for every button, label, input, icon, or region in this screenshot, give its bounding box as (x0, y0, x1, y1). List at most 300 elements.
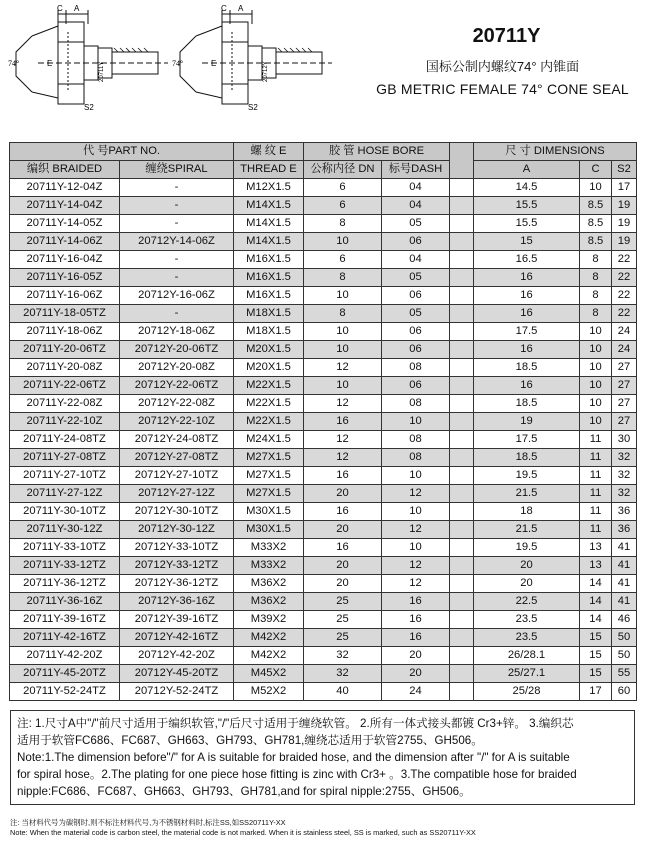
footnote-en: Note: When the material code is carbon steel, the material code is not marked. When it is stainless steel, SS is marked, such as SS20711Y-XX (10, 828, 476, 837)
cell-braided: 20711Y-45-20TZ (10, 665, 120, 683)
cell-spiral: 20712Y-20-06TZ (120, 341, 234, 359)
table-row (10, 215, 637, 233)
cell-a: 16.5 (474, 251, 580, 269)
dim-c-label: C (57, 4, 63, 13)
cell-spacer (450, 629, 474, 647)
cell-s2: 24 (612, 341, 637, 359)
cell-braided: 20711Y-27-12Z (10, 485, 120, 503)
table-row (10, 323, 637, 341)
cell-c: 8.5 (580, 233, 612, 251)
cell-spiral: - (120, 305, 234, 323)
cell-thread: M22X1.5 (234, 377, 304, 395)
cell-dash: 08 (382, 449, 450, 467)
header-dash: 标号DASH (382, 161, 450, 179)
cell-thread: M42X2 (234, 647, 304, 665)
cell-spacer (450, 611, 474, 629)
cell-c: 8 (580, 251, 612, 269)
cell-spiral: - (120, 179, 234, 197)
cell-spiral: 20712Y-52-24TZ (120, 683, 234, 701)
cell-dash: 24 (382, 683, 450, 701)
table-row (10, 359, 637, 377)
cell-dash: 12 (382, 485, 450, 503)
cell-thread: M20X1.5 (234, 341, 304, 359)
cell-dn: 6 (304, 197, 382, 215)
header-c: C (580, 161, 612, 179)
cell-spacer (450, 287, 474, 305)
angle-label: 74° (8, 59, 20, 68)
cell-braided: 20711Y-20-08Z (10, 359, 120, 377)
header-part-no: 代 号PART NO. (10, 143, 234, 161)
cell-spacer (450, 431, 474, 449)
cell-thread: M30X1.5 (234, 521, 304, 539)
cell-dn: 6 (304, 251, 382, 269)
cell-a: 15.5 (474, 197, 580, 215)
dim-a-label: A (238, 4, 244, 13)
cell-spacer (450, 449, 474, 467)
table-row (10, 539, 637, 557)
cell-thread: M14X1.5 (234, 215, 304, 233)
cell-spiral: 20712Y-22-10Z (120, 413, 234, 431)
cell-s2: 50 (612, 629, 637, 647)
cell-dash: 04 (382, 197, 450, 215)
nut-label: S2 (248, 103, 258, 112)
cell-a: 17.5 (474, 431, 580, 449)
cell-spiral: 20712Y-33-10TZ (120, 539, 234, 557)
cell-braided: 20711Y-39-16TZ (10, 611, 120, 629)
cell-s2: 46 (612, 611, 637, 629)
cell-c: 13 (580, 557, 612, 575)
cell-dn: 25 (304, 611, 382, 629)
cell-thread: M30X1.5 (234, 503, 304, 521)
cell-braided: 20711Y-36-16Z (10, 593, 120, 611)
table-row (10, 503, 637, 521)
cell-spacer (450, 233, 474, 251)
cell-dash: 06 (382, 233, 450, 251)
cell-a: 25/28 (474, 683, 580, 701)
table-row (10, 305, 637, 323)
cell-thread: M36X2 (234, 593, 304, 611)
cell-a: 21.5 (474, 521, 580, 539)
cell-dash: 05 (382, 215, 450, 233)
cell-a: 18.5 (474, 449, 580, 467)
cell-thread: M24X1.5 (234, 431, 304, 449)
cell-thread: M18X1.5 (234, 323, 304, 341)
product-name-en: GB METRIC FEMALE 74° CONE SEAL (376, 81, 629, 97)
cell-spacer (450, 359, 474, 377)
cell-s2: 19 (612, 233, 637, 251)
cell-dash: 06 (382, 377, 450, 395)
dim-a-label: A (74, 4, 80, 13)
cell-spiral: - (120, 251, 234, 269)
cell-c: 11 (580, 503, 612, 521)
table-row (10, 467, 637, 485)
cell-dash: 05 (382, 305, 450, 323)
cell-c: 11 (580, 521, 612, 539)
cell-braided: 20711Y-14-04Z (10, 197, 120, 215)
cell-s2: 24 (612, 323, 637, 341)
cell-thread: M27X1.5 (234, 467, 304, 485)
cell-spiral: 20712Y-24-08TZ (120, 431, 234, 449)
dim-e-label: E (211, 59, 217, 68)
title-block (360, 25, 645, 97)
table-row (10, 395, 637, 413)
footnote-cn: 注: 当材料代号为碳钢时,则不标注材料代号,为不锈钢材料时,标注SS,如SS20711Y-XX (10, 818, 286, 827)
cell-c: 8 (580, 287, 612, 305)
cell-c: 10 (580, 395, 612, 413)
header-braided: 编织 BRAIDED (10, 161, 120, 179)
cell-spacer (450, 467, 474, 485)
cell-dash: 12 (382, 575, 450, 593)
cell-spacer (450, 377, 474, 395)
cell-spacer (450, 305, 474, 323)
cell-s2: 41 (612, 575, 637, 593)
cell-spacer (450, 575, 474, 593)
cell-braided: 20711Y-42-20Z (10, 647, 120, 665)
cell-braided: 20711Y-18-06Z (10, 323, 120, 341)
cell-spiral: 20712Y-30-10TZ (120, 503, 234, 521)
cell-a: 19 (474, 413, 580, 431)
cell-thread: M16X1.5 (234, 251, 304, 269)
cell-braided: 20711Y-14-05Z (10, 215, 120, 233)
cell-thread: M36X2 (234, 575, 304, 593)
cell-c: 13 (580, 539, 612, 557)
cell-dn: 12 (304, 449, 382, 467)
cell-s2: 60 (612, 683, 637, 701)
header-dimensions: 尺 寸 DIMENSIONS (474, 143, 637, 161)
cell-a: 23.5 (474, 611, 580, 629)
cell-thread: M18X1.5 (234, 305, 304, 323)
cell-spiral: 20712Y-27-12Z (120, 485, 234, 503)
cell-a: 20 (474, 557, 580, 575)
cell-c: 8 (580, 305, 612, 323)
cell-spacer (450, 647, 474, 665)
cell-dn: 6 (304, 179, 382, 197)
cell-dn: 20 (304, 485, 382, 503)
cell-thread: M22X1.5 (234, 413, 304, 431)
cell-s2: 32 (612, 485, 637, 503)
cell-braided: 20711Y-30-10TZ (10, 503, 120, 521)
cell-spacer (450, 557, 474, 575)
cell-s2: 41 (612, 557, 637, 575)
cell-s2: 17 (612, 179, 637, 197)
header-hose-bore: 胶 管 HOSE BORE (304, 143, 450, 161)
cell-dn: 25 (304, 593, 382, 611)
cell-thread: M27X1.5 (234, 485, 304, 503)
cell-spacer (450, 251, 474, 269)
cell-c: 11 (580, 449, 612, 467)
cell-spiral: 20712Y-36-16Z (120, 593, 234, 611)
cell-spacer (450, 593, 474, 611)
cell-c: 11 (580, 467, 612, 485)
cell-spiral: 20712Y-42-16TZ (120, 629, 234, 647)
cell-spacer (450, 485, 474, 503)
cell-dn: 12 (304, 431, 382, 449)
cell-c: 14 (580, 575, 612, 593)
cell-spacer (450, 395, 474, 413)
cell-c: 11 (580, 485, 612, 503)
cell-s2: 41 (612, 593, 637, 611)
cell-a: 21.5 (474, 485, 580, 503)
cell-dn: 16 (304, 503, 382, 521)
cell-spacer (450, 215, 474, 233)
cell-s2: 22 (612, 305, 637, 323)
table-row (10, 341, 637, 359)
cell-thread: M27X1.5 (234, 449, 304, 467)
cell-spiral: 20712Y-33-12TZ (120, 557, 234, 575)
cell-dash: 20 (382, 647, 450, 665)
cell-spiral: 20712Y-39-16TZ (120, 611, 234, 629)
cell-thread: M33X2 (234, 557, 304, 575)
cell-dash: 04 (382, 179, 450, 197)
header (0, 0, 650, 135)
cell-c: 14 (580, 593, 612, 611)
cell-s2: 22 (612, 269, 637, 287)
cell-s2: 50 (612, 647, 637, 665)
cell-spiral: 20712Y-22-08Z (120, 395, 234, 413)
table-row (10, 485, 637, 503)
cell-spacer (450, 269, 474, 287)
footnote (10, 818, 640, 838)
cell-dn: 12 (304, 359, 382, 377)
cell-spacer (450, 341, 474, 359)
cell-spiral: 20712Y-27-08TZ (120, 449, 234, 467)
cell-a: 20 (474, 575, 580, 593)
note-en-line: nipple:FC686、FC687、GH663、GH793、GH781,and for spiral nipple:2755、GH506。 (17, 785, 471, 798)
cell-s2: 19 (612, 215, 637, 233)
cell-braided: 20711Y-27-08TZ (10, 449, 120, 467)
cell-a: 19.5 (474, 539, 580, 557)
header-thread-e: THREAD E (234, 161, 304, 179)
cell-braided: 20711Y-30-12Z (10, 521, 120, 539)
cell-thread: M42X2 (234, 629, 304, 647)
cell-spacer (450, 539, 474, 557)
cell-c: 10 (580, 179, 612, 197)
cell-dash: 10 (382, 413, 450, 431)
table-row (10, 557, 637, 575)
note-cn-line: 适用于软管FC686、FC687、GH663、GH793、GH781,缠绕芯适用于软管2755、GH506。 (17, 734, 483, 747)
table-row (10, 665, 637, 683)
cell-c: 15 (580, 647, 612, 665)
table-row (10, 629, 637, 647)
cell-dash: 04 (382, 251, 450, 269)
cell-braided: 20711Y-33-10TZ (10, 539, 120, 557)
table-row (10, 449, 637, 467)
cell-dash: 12 (382, 521, 450, 539)
cell-braided: 20711Y-14-06Z (10, 233, 120, 251)
table-row (10, 179, 637, 197)
cell-c: 10 (580, 341, 612, 359)
cell-a: 18 (474, 503, 580, 521)
cell-spiral: 20712Y-42-20Z (120, 647, 234, 665)
cell-c: 10 (580, 359, 612, 377)
header-s2: S2 (612, 161, 637, 179)
cell-thread: M33X2 (234, 539, 304, 557)
cell-thread: M52X2 (234, 683, 304, 701)
cell-dash: 06 (382, 341, 450, 359)
cell-c: 15 (580, 665, 612, 683)
cell-dn: 20 (304, 521, 382, 539)
cell-dn: 10 (304, 341, 382, 359)
cell-c: 10 (580, 413, 612, 431)
cell-dash: 06 (382, 323, 450, 341)
cell-spiral: 20712Y-16-06Z (120, 287, 234, 305)
cell-dash: 06 (382, 287, 450, 305)
cell-spacer (450, 197, 474, 215)
table-row (10, 431, 637, 449)
cell-a: 16 (474, 341, 580, 359)
cell-dn: 12 (304, 395, 382, 413)
cell-s2: 27 (612, 395, 637, 413)
cell-c: 11 (580, 431, 612, 449)
cell-s2: 36 (612, 503, 637, 521)
cell-a: 14.5 (474, 179, 580, 197)
cell-a: 16 (474, 287, 580, 305)
cell-s2: 19 (612, 197, 637, 215)
cell-dash: 12 (382, 557, 450, 575)
cell-braided: 20711Y-42-16TZ (10, 629, 120, 647)
cell-braided: 20711Y-22-06TZ (10, 377, 120, 395)
header-dn: 公称内径 DN (304, 161, 382, 179)
cell-s2: 32 (612, 467, 637, 485)
cell-braided: 20711Y-36-12TZ (10, 575, 120, 593)
cell-spacer (450, 521, 474, 539)
cell-dash: 10 (382, 539, 450, 557)
drawing-code: 20711Y (99, 61, 105, 82)
cell-dn: 32 (304, 665, 382, 683)
cell-spacer (450, 179, 474, 197)
cell-spiral: 20712Y-27-10TZ (120, 467, 234, 485)
cell-dn: 8 (304, 215, 382, 233)
cell-c: 17 (580, 683, 612, 701)
cell-dn: 10 (304, 377, 382, 395)
cell-dn: 16 (304, 413, 382, 431)
table-row (10, 251, 637, 269)
cell-s2: 32 (612, 449, 637, 467)
cell-spiral: 20712Y-30-12Z (120, 521, 234, 539)
cell-a: 18.5 (474, 395, 580, 413)
cell-dn: 8 (304, 269, 382, 287)
cell-dn: 10 (304, 287, 382, 305)
header-spacer (450, 143, 474, 179)
cell-a: 16 (474, 269, 580, 287)
table-row (10, 413, 637, 431)
cell-dash: 08 (382, 359, 450, 377)
cell-s2: 22 (612, 287, 637, 305)
cell-s2: 36 (612, 521, 637, 539)
cell-braided: 20711Y-12-04Z (10, 179, 120, 197)
cell-thread: M14X1.5 (234, 233, 304, 251)
cell-c: 14 (580, 611, 612, 629)
table-row (10, 647, 637, 665)
cell-a: 15.5 (474, 215, 580, 233)
cell-braided: 20711Y-27-10TZ (10, 467, 120, 485)
cell-braided: 20711Y-24-08TZ (10, 431, 120, 449)
fitting-drawing-braided (8, 2, 173, 114)
cell-a: 23.5 (474, 629, 580, 647)
table-row (10, 377, 637, 395)
spec-table (9, 142, 637, 701)
drawing-code: 20712Y (263, 61, 269, 82)
cell-spiral: 20712Y-45-20TZ (120, 665, 234, 683)
fitting-drawing-spiral (172, 2, 337, 114)
cell-dn: 32 (304, 647, 382, 665)
cell-dash: 10 (382, 467, 450, 485)
cell-dash: 08 (382, 395, 450, 413)
cell-dn: 16 (304, 539, 382, 557)
cell-dash: 10 (382, 503, 450, 521)
cell-thread: M16X1.5 (234, 287, 304, 305)
table-row (10, 269, 637, 287)
cell-dn: 25 (304, 629, 382, 647)
cell-dash: 16 (382, 629, 450, 647)
table-row (10, 197, 637, 215)
cell-c: 8.5 (580, 197, 612, 215)
cell-braided: 20711Y-16-04Z (10, 251, 120, 269)
cell-braided: 20711Y-16-05Z (10, 269, 120, 287)
cell-c: 10 (580, 377, 612, 395)
cell-dash: 20 (382, 665, 450, 683)
cell-spacer (450, 413, 474, 431)
cell-dash: 16 (382, 593, 450, 611)
note-en-line: for spiral hose。2.The plating for one piece hose fitting is zinc with Cr3+ 。3.The compatible hose for braided (17, 768, 577, 781)
cell-braided: 20711Y-33-12TZ (10, 557, 120, 575)
nut-label: S2 (84, 103, 94, 112)
table-row (10, 611, 637, 629)
cell-dn: 8 (304, 305, 382, 323)
cell-s2: 30 (612, 431, 637, 449)
cell-spiral: 20712Y-18-06Z (120, 323, 234, 341)
notes-box (10, 710, 635, 805)
cell-spiral: 20712Y-20-08Z (120, 359, 234, 377)
cell-spacer (450, 503, 474, 521)
header-spiral: 缠绕SPIRAL (120, 161, 234, 179)
cell-braided: 20711Y-22-10Z (10, 413, 120, 431)
cell-a: 16 (474, 377, 580, 395)
note-en-line: Note:1.The dimension before"/" for A is suitable for braided hose, and the dimension after "/" for A is suitable (17, 751, 570, 764)
cell-a: 16 (474, 305, 580, 323)
cell-dash: 05 (382, 269, 450, 287)
cell-thread: M12X1.5 (234, 179, 304, 197)
cell-s2: 27 (612, 413, 637, 431)
table-row (10, 233, 637, 251)
cell-s2: 22 (612, 251, 637, 269)
cell-braided: 20711Y-22-08Z (10, 395, 120, 413)
cell-spiral: 20712Y-22-06TZ (120, 377, 234, 395)
cell-s2: 27 (612, 359, 637, 377)
cell-spacer (450, 323, 474, 341)
product-code: 20711Y (472, 25, 541, 47)
cell-dn: 40 (304, 683, 382, 701)
table-row (10, 575, 637, 593)
cell-thread: M22X1.5 (234, 395, 304, 413)
cell-a: 17.5 (474, 323, 580, 341)
cell-dn: 10 (304, 233, 382, 251)
cell-dash: 16 (382, 611, 450, 629)
cell-thread: M45X2 (234, 665, 304, 683)
cell-c: 15 (580, 629, 612, 647)
cell-braided: 20711Y-52-24TZ (10, 683, 120, 701)
cell-spiral: - (120, 269, 234, 287)
cell-c: 8.5 (580, 215, 612, 233)
cell-c: 8 (580, 269, 612, 287)
cell-dn: 10 (304, 323, 382, 341)
cell-braided: 20711Y-16-06Z (10, 287, 120, 305)
header-a: A (474, 161, 580, 179)
cell-spiral: - (120, 197, 234, 215)
cell-a: 25/27.1 (474, 665, 580, 683)
cell-spacer (450, 665, 474, 683)
cell-s2: 55 (612, 665, 637, 683)
